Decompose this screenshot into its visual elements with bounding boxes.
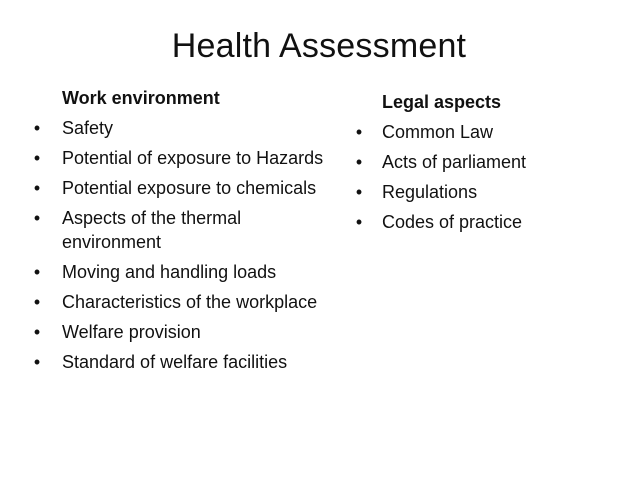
list-item-text: Potential exposure to chemicals <box>62 178 317 198</box>
work-environment-heading: Work environment <box>62 88 220 108</box>
bullet-icon: • <box>33 148 41 168</box>
bullet-icon: • <box>355 212 363 232</box>
legal-aspects-heading: Legal aspects <box>382 92 502 112</box>
list-item-text: Acts of parliament <box>382 152 527 172</box>
list-item <box>30 320 330 344</box>
list-item-text: Aspects of the thermal environment <box>62 208 242 252</box>
work-environment-column <box>30 86 330 380</box>
list-item-text: Moving and handling loads <box>62 262 277 282</box>
bullet-icon: • <box>33 178 41 198</box>
list-item-text: Common Law <box>382 122 494 142</box>
list-item-text: Codes of practice <box>382 212 523 232</box>
list-item <box>30 176 330 200</box>
list-item-text: Safety <box>62 118 114 138</box>
list-item <box>30 260 330 284</box>
list-item-text: Standard of welfare facilities <box>62 352 288 372</box>
list-item <box>30 116 330 140</box>
bullet-icon: • <box>33 262 41 282</box>
list-item <box>352 120 612 144</box>
bullet-icon: • <box>33 322 41 342</box>
list-item <box>30 350 330 374</box>
list-item <box>30 206 330 254</box>
bullet-icon: • <box>33 118 41 138</box>
legal-aspects-column <box>352 90 612 240</box>
list-item-text: Welfare provision <box>62 322 201 342</box>
list-item <box>352 180 612 204</box>
bullet-icon: • <box>355 122 363 142</box>
bullet-icon: • <box>355 182 363 202</box>
list-item <box>30 290 330 314</box>
bullet-icon: • <box>33 352 41 372</box>
list-item-text: Potential of exposure to Hazards <box>62 148 324 168</box>
bullet-icon: • <box>33 208 41 228</box>
list-item-text: Characteristics of the workplace <box>62 292 318 312</box>
list-item <box>352 150 612 174</box>
list-item <box>30 146 330 170</box>
list-item <box>352 210 612 234</box>
work-environment-list <box>30 116 330 374</box>
legal-aspects-list <box>352 120 612 234</box>
bullet-icon: • <box>355 152 363 172</box>
list-item-text: Regulations <box>382 182 478 202</box>
bullet-icon: • <box>33 292 41 312</box>
slide-title: Health Assessment <box>171 27 467 65</box>
